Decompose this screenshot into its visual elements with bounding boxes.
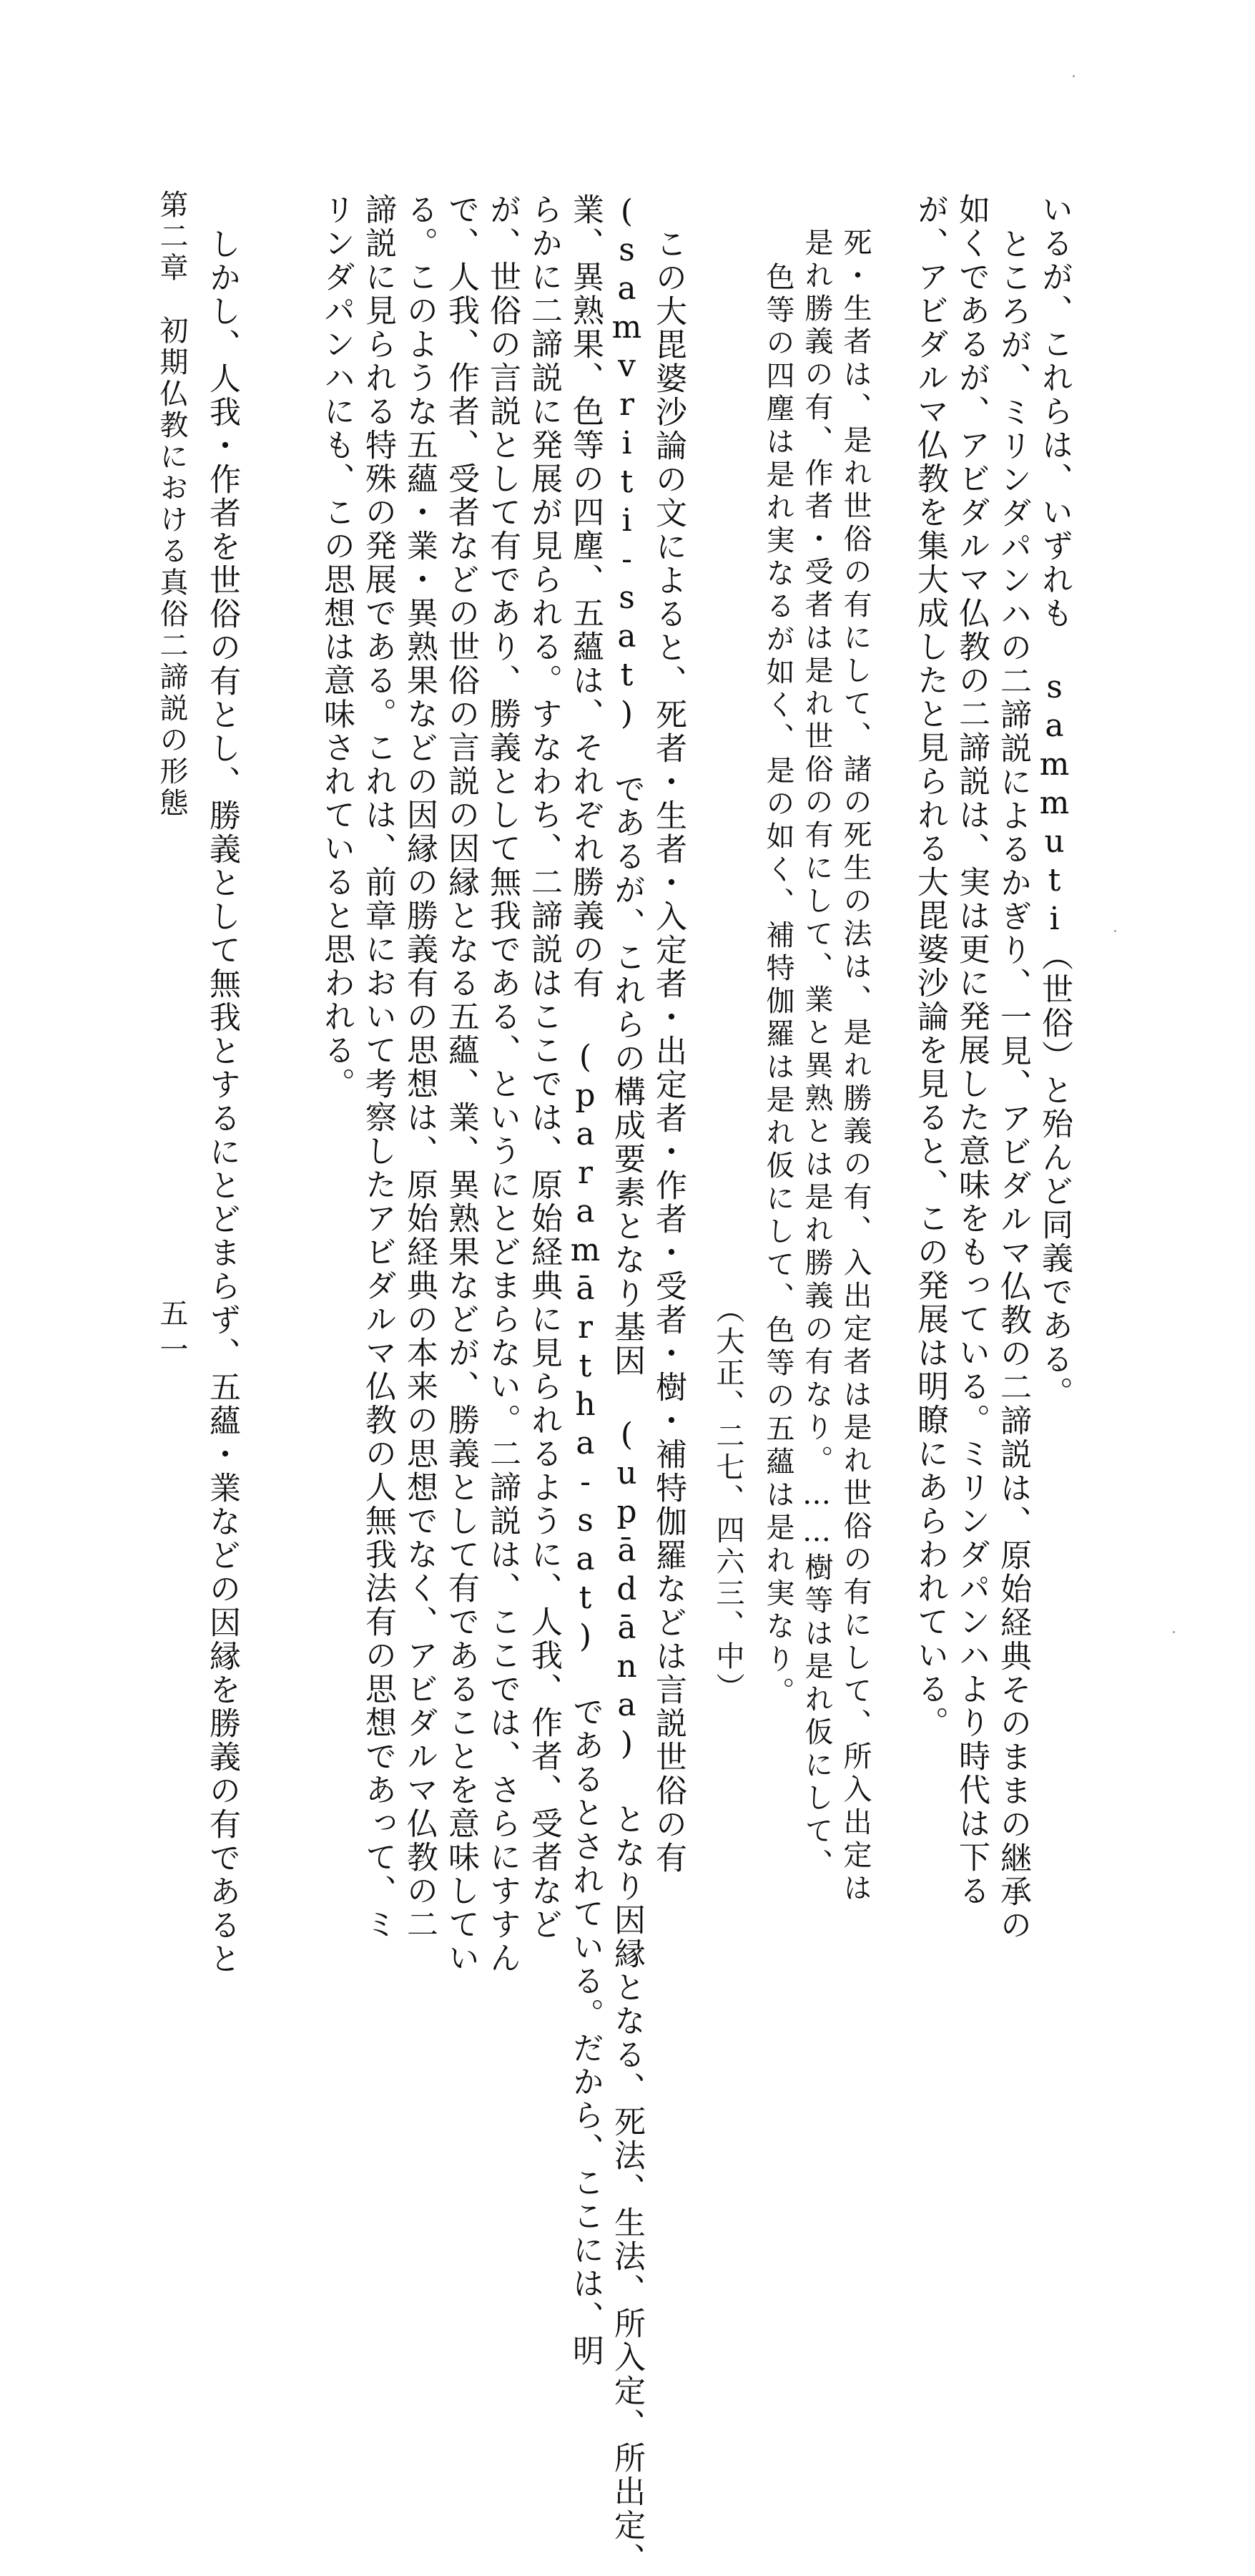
text-column-7: 業、異熟果、色等の四塵、五蘊は、それぞれ勝義の有 (paramārtha-sat) であるとされている。だから、ここには、明 [567, 193, 604, 2368]
text-column-9: が、世俗の言説として有であり、勝義として無我である、というにとどまらない。二諦説は、ここでは、さらにすすん [484, 193, 521, 1975]
chapter-title-footer: 第二章 初期仏教における真俗二諦説の形態 [155, 190, 188, 819]
citation: （大正、二七、四六三、中） [712, 1295, 744, 1704]
scan-speck [1073, 75, 1075, 77]
text-column-14: しかし、人我・作者を世俗の有とし、勝義として無我とするにとどまらず、五蘊・業などの因縁を勝義の有であると [204, 227, 240, 1976]
text-column-13: リンダパンハにも、この思想は意味されていると思われる。 [318, 193, 355, 1101]
scan-speck [1173, 1631, 1175, 1633]
text-column-12: 諦説に見られる特殊の発展である。これは、前章において考察したアビダルマ仏教の人無我法有の思想であって、ミ [360, 193, 396, 1941]
text-column-10: で、人我、作者、受者などの世俗の言説の因縁となる五蘊、業、異熟果などが、勝義として有であることを意味してい [443, 193, 479, 1975]
quote-column-1: 死・生者は、是れ世俗の有にして、諸の死生の法は、是れ勝義の有、入出定者は是れ世俗の有にして、所入出定は [839, 227, 872, 1906]
text-column-2: ところが、ミリンダパンハの二諦説によるかぎり、一見、アビダルマ仏教の二諦説は、原始経典そのままの継承の [995, 227, 1031, 1942]
page-number: 五一 [155, 1298, 188, 1370]
text-column-4: が、アビダルマ仏教を集大成したと見られる大毘婆沙論を見ると、この発展は明瞭にあらわれている。 [912, 193, 948, 1740]
scan-speck [1114, 930, 1116, 932]
text-column-6: (samvriti-sat) であるが、これらの構成要素となり基因 (upādāna) となり因縁となる、死法、生法、所入定、所出定、 [609, 193, 645, 2576]
text-column-11: る。このような五蘊・業・異熟果などの因縁の勝義有の思想は、原始経典の本来の思想でなく、アビダルマ仏教の二 [401, 193, 438, 1941]
quote-column-2: 是れ勝義の有、作者・受者は是れ世俗の有にして、業と異熟とは是れ勝義の有なり。……樹等は是れ仮にして、 [800, 227, 833, 1881]
text-column-1: いるが、これらは、いずれも sammuti（世俗）と殆んど同義である。 [1036, 193, 1073, 1410]
text-column-5: この大毘婆沙論の文によると、死者・生者・入定者・出定者・作者・受者・樹・補特伽羅などは言説世俗の有 [650, 227, 686, 1875]
text-column-3: 如くであるが、アビダルマ仏教の二諦説は、実は更に発展した意味をもっている。ミリンダパンハより時代は下る [953, 193, 990, 1908]
quote-column-3: 色等の四塵は是れ実なるが如く、是の如く、補特伽羅は是れ仮にして、色等の五蘊は是れ実なり。 [762, 262, 794, 1710]
text-column-8: らかに二諦説に発展が見られる。すなわち、二諦説はここでは、原始経典に見られるように、人我、作者、受者など [526, 193, 562, 1941]
